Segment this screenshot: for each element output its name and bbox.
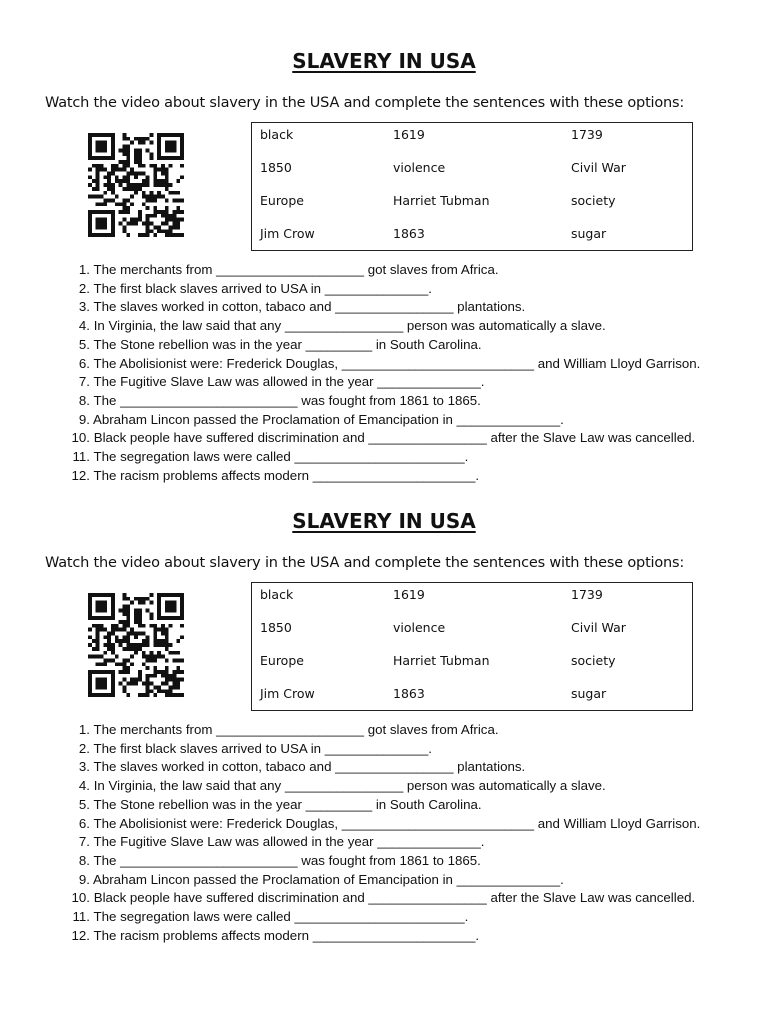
option-item: sugar [571,686,607,701]
option-item: 1739 [571,587,603,602]
question-number: 7. [78,374,90,390]
question-text: In Virginia, the law said that any ________________ person was automatically a slave. [93,318,606,334]
question-number: 9. [78,871,90,887]
option-item: 1619 [393,587,425,602]
question-text: The racism problems affects modern ______________________. [93,467,480,483]
question-number: 4. [78,318,90,334]
question-text: The slaves worked in cotton, tabaco and ________________ plantations. [93,759,526,775]
question-text: Black people have suffered discrimination and ________________ after the Slave Law was cancelled. [93,430,696,446]
option-item: sugar [571,226,607,241]
options-box [251,582,693,711]
question-text: The segregation laws were called _______________________. [93,909,469,925]
question-text: The Fugitive Slave Law was allowed in the year ______________. [93,374,485,390]
question-number: 11. [72,909,90,925]
qr-code-icon[interactable] [88,593,184,697]
question-text: The Fugitive Slave Law was allowed in the year ______________. [93,834,485,850]
question-text: The first black slaves arrived to USA in ______________. [93,280,433,296]
question-number: 3. [78,299,90,315]
option-item: Jim Crow [260,686,315,701]
question-text: In Virginia, the law said that any ________________ person was automatically a slave. [93,778,606,794]
question-item [68,796,700,815]
question-text: The Stone rebellion was in the year _________ in South Carolina. [93,336,482,352]
question-number: 9. [78,411,90,427]
question-text: Abraham Lincon passed the Proclamation of Emancipation in ______________. [92,411,564,427]
option-item: Europe [260,653,304,668]
question-number: 1. [78,722,90,737]
question-text: The ________________________ was fought from 1861 to 1865. [93,852,481,868]
question-item [68,721,700,740]
option-item: violence [393,160,446,175]
question-item [68,317,700,336]
instructions-text: Watch the video about slavery in the USA and complete the sentences with these options: [45,95,685,111]
option-item: Harriet Tubman [393,653,490,668]
option-item: Harriet Tubman [393,193,490,208]
question-item [68,298,700,317]
question-number: 12. [71,927,90,943]
question-item [68,927,700,946]
question-number: 4. [78,778,90,794]
option-item: society [571,653,616,668]
questions-list [68,721,700,945]
question-number: 7. [78,834,90,850]
question-item [68,758,700,777]
option-item: 1863 [393,686,425,701]
question-item [68,373,700,392]
question-text: The slaves worked in cotton, tabaco and ________________ plantations. [93,299,526,315]
option-item: society [571,193,616,208]
worksheet-title: SLAVERY IN USA [292,49,476,73]
question-text: The Abolisionist were: Frederick Douglas, __________________________ and William Lloyd Garrison. [93,355,701,371]
question-item [68,392,700,411]
question-number: 12. [71,467,90,483]
question-item [68,871,700,890]
question-item [68,740,700,759]
question-number: 2. [78,280,90,296]
question-number: 6. [78,815,90,831]
option-item: Civil War [571,620,626,635]
question-item [68,280,700,299]
question-text: The segregation laws were called _______________________. [93,449,469,465]
option-item: 1850 [260,160,292,175]
option-item: violence [393,620,446,635]
question-text: The first black slaves arrived to USA in ______________. [93,740,433,756]
questions-list [68,261,700,485]
question-item [68,261,700,280]
question-number: 11. [72,449,90,465]
question-text: The ________________________ was fought from 1861 to 1865. [93,392,481,408]
question-item [68,833,700,852]
worksheet-section [0,460,768,943]
qr-code-graphic [88,593,184,697]
question-number: 1. [78,262,90,277]
question-text: Abraham Lincon passed the Proclamation of Emancipation in ______________. [92,871,564,887]
worksheet-section [0,0,768,483]
question-number: 5. [78,796,90,812]
question-item [68,777,700,796]
question-number: 2. [78,740,90,756]
question-number: 10. [71,430,90,446]
option-item: Jim Crow [260,226,315,241]
question-item [68,355,700,374]
question-number: 5. [78,336,90,352]
option-item: black [260,127,294,142]
question-item [68,852,700,871]
question-text: The Stone rebellion was in the year _________ in South Carolina. [93,796,482,812]
option-item: black [260,587,294,602]
question-number: 8. [78,392,90,408]
question-text: The Abolisionist were: Frederick Douglas, __________________________ and William Lloyd Garrison. [93,815,701,831]
question-item [68,336,700,355]
question-number: 6. [78,355,90,371]
question-text: The racism problems affects modern ______________________. [93,927,480,943]
instructions-text: Watch the video about slavery in the USA and complete the sentences with these options: [45,555,685,571]
qr-code-icon[interactable] [88,133,184,237]
question-text: Black people have suffered discrimination and ________________ after the Slave Law was cancelled. [93,890,696,906]
question-item [68,429,700,448]
option-item: 1619 [393,127,425,142]
option-item: Civil War [571,160,626,175]
option-item: 1863 [393,226,425,241]
question-item [68,815,700,834]
question-item [68,411,700,430]
question-number: 8. [78,852,90,868]
question-text: The merchants from ____________________ got slaves from Africa. [93,722,499,737]
question-text: The merchants from ____________________ got slaves from Africa. [93,262,499,277]
option-item: Europe [260,193,304,208]
worksheet-title: SLAVERY IN USA [292,509,476,533]
qr-code-graphic [88,133,184,237]
options-box [251,122,693,251]
question-number: 3. [78,759,90,775]
question-number: 10. [71,890,90,906]
option-item: 1739 [571,127,603,142]
question-item [68,889,700,908]
option-item: 1850 [260,620,292,635]
question-item [68,908,700,927]
